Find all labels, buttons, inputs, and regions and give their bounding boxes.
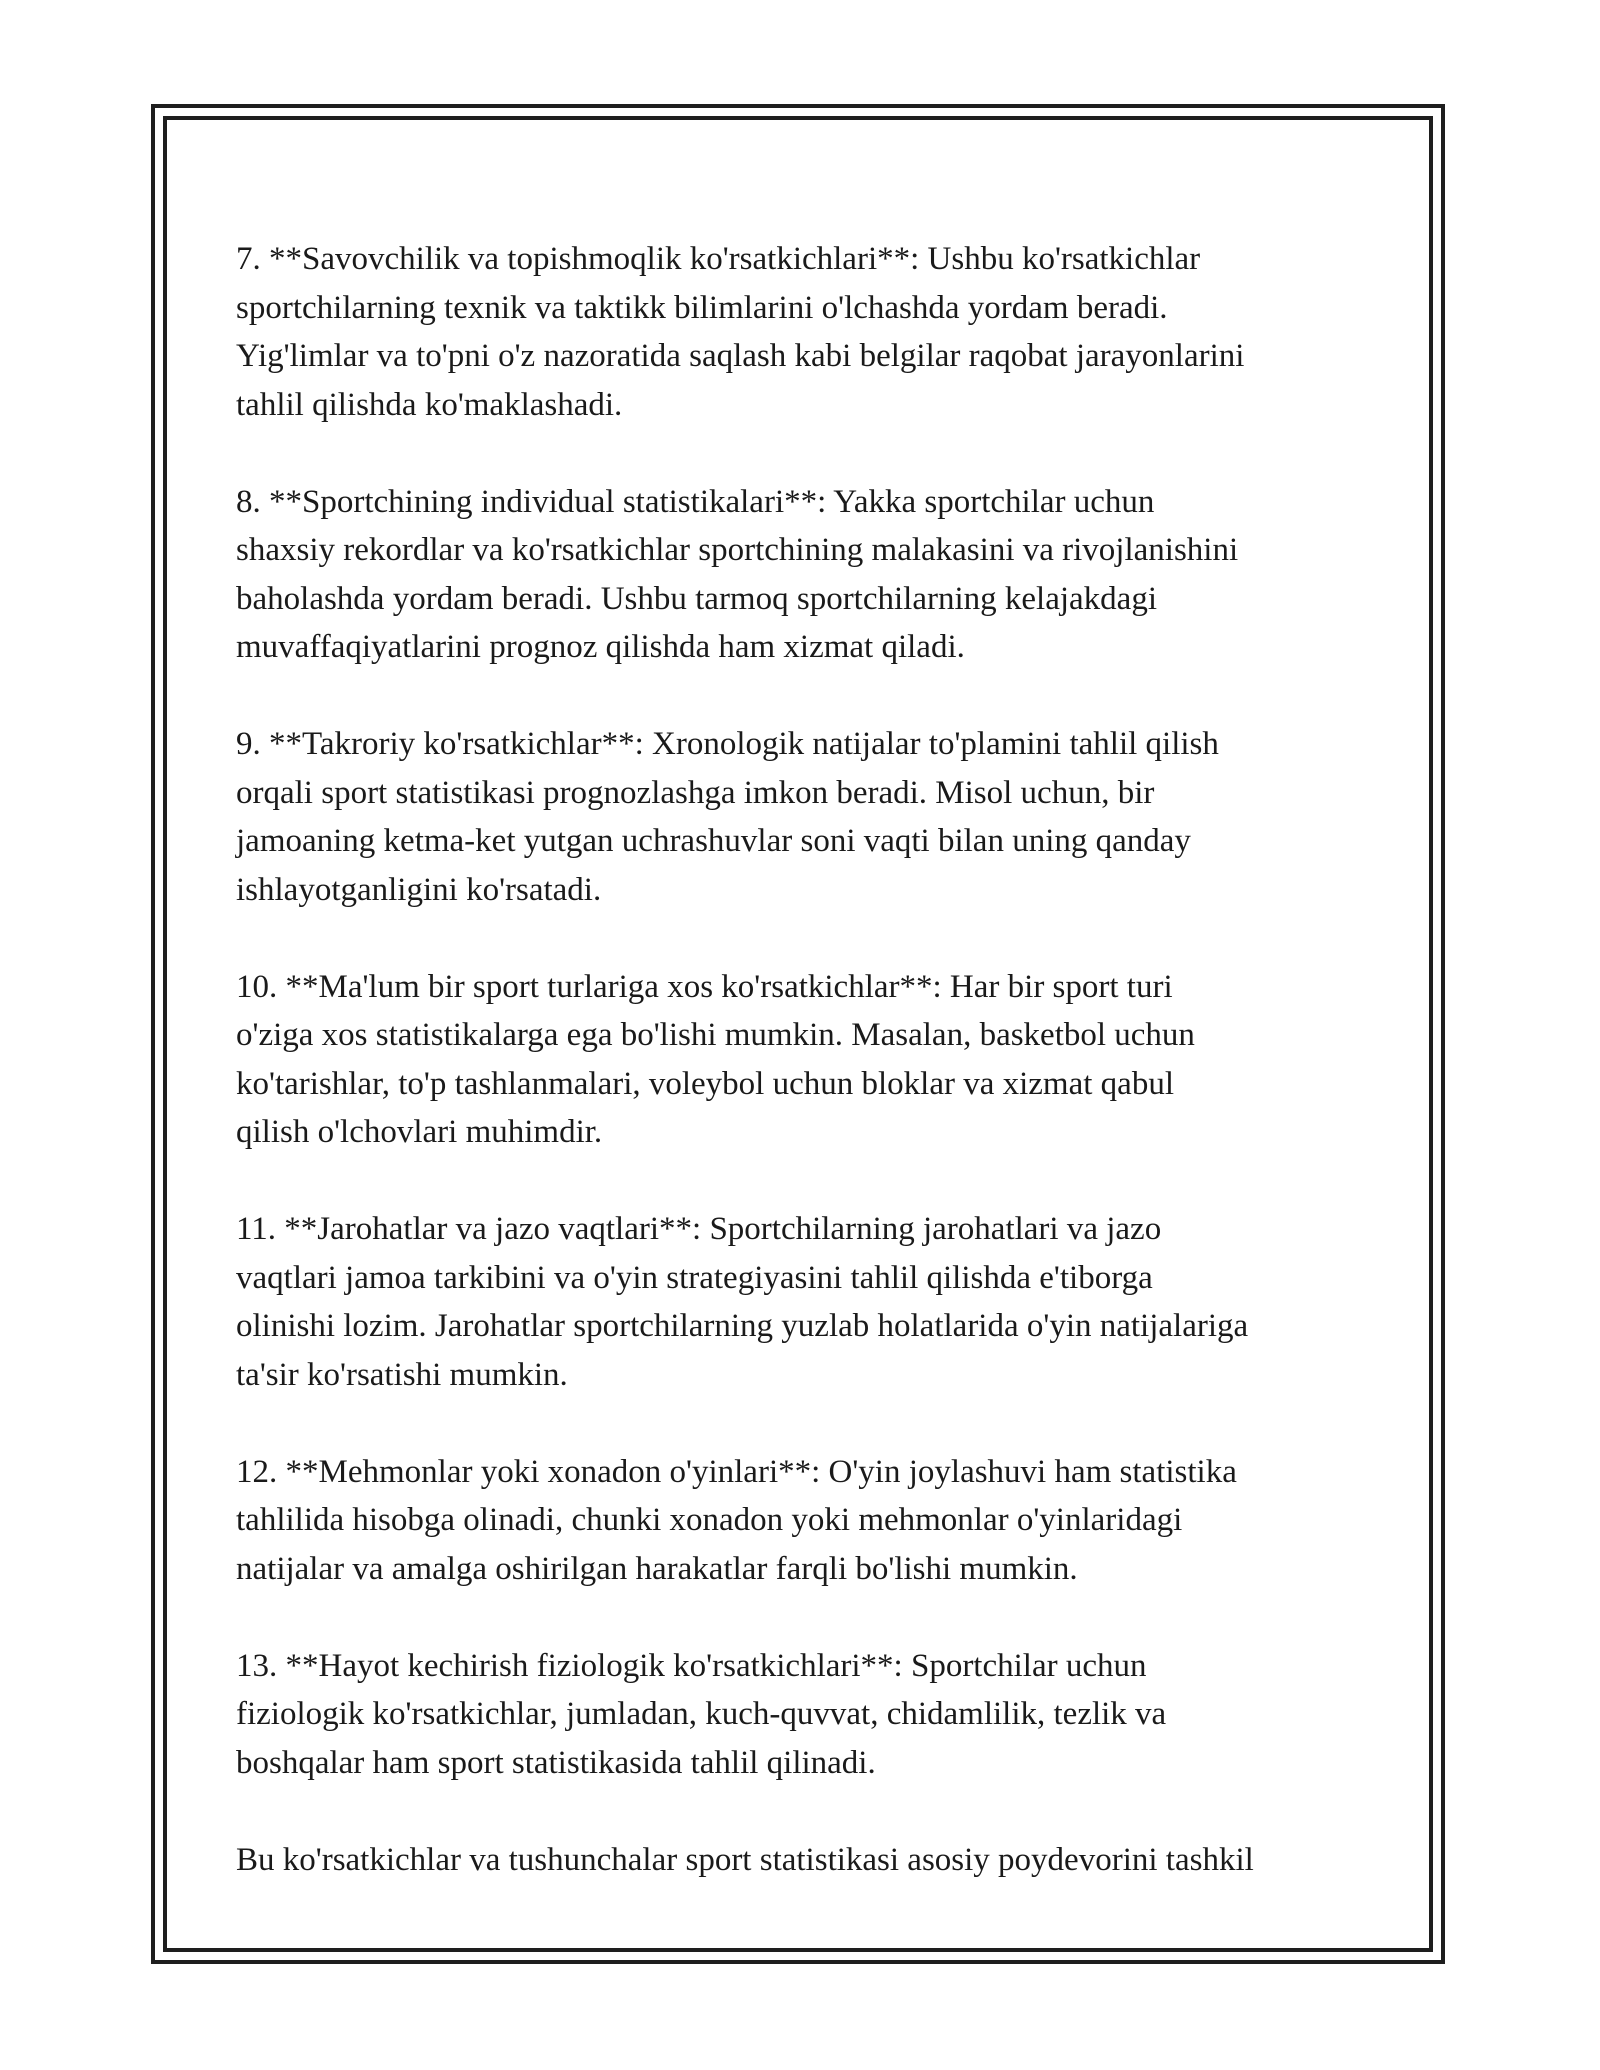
closing-paragraph [236, 1836, 1376, 1885]
text-line: vaqtlari jamoa tarkibini va o'yin strategiyasini tahlil qilishda e'tiborga [236, 1259, 1153, 1296]
text-line: muvaffaqiyatlarini prognoz qilishda ham xizmat qiladi. [236, 629, 965, 665]
list-item-11 [236, 1205, 1376, 1399]
text-line: fiziologik ko'rsatkichlar, jumladan, kuch-quvvat, chidamlilik, tezlik va [236, 1696, 1167, 1732]
text-line: tahlilida hisobga olinadi, chunki xonadon yoki mehmonlar o'yinlaridagi [236, 1502, 1183, 1538]
text-line: 7. **Savovchilik va topishmoqlik ko'rsatkichlari**: Ushbu ko'rsatkichlar [236, 241, 1201, 277]
text-line: o'ziga xos statistikalarga ega bo'lishi mumkin. Masalan, basketbol uchun [236, 1017, 1195, 1053]
text-line: 9. **Takroriy ko'rsatkichlar**: Xronologik natijalar to'plamini tahlil qilish [236, 726, 1219, 762]
text-line: Yig'limlar va to'pni o'z nazoratida saqlash kabi belgilar raqobat jarayonlarini [236, 338, 1245, 374]
text-line: tahlil qilishda ko'maklashadi. [236, 386, 623, 423]
text-line: qilish o'lchovlari muhimdir. [236, 1114, 603, 1150]
document-body [236, 235, 1376, 1933]
text-line: olinishi lozim. Jarohatlar sportchilarning yuzlab holatlarida o'yin natijalariga [236, 1308, 1249, 1344]
text-line: baholashda yordam beradi. Ushbu tarmoq sportchilarning kelajakdagi [236, 580, 1157, 617]
text-line: orqali sport statistikasi prognozlashga imkon beradi. Misol uchun, bir [236, 774, 1155, 811]
list-item-13 [236, 1642, 1376, 1788]
text-line: Bu ko'rsatkichlar va tushunchalar sport statistikasi asosiy poydevorini tashkil [236, 1841, 1254, 1878]
text-line: ishlayotganligini ko'rsatadi. [236, 871, 602, 908]
text-line: boshqalar ham sport statistikasida tahlil qilinadi. [236, 1744, 876, 1781]
text-line: ko'tarishlar, to'p tashlanmalari, voleybol uchun bloklar va xizmat qabul [236, 1065, 1174, 1102]
text-line: ta'sir ko'rsatishi mumkin. [236, 1356, 568, 1393]
text-line: 12. **Mehmonlar yoki xonadon o'yinlari**: O'yin joylashuvi ham statistika [236, 1453, 1237, 1490]
text-line: 8. **Sportchining individual statistikalari**: Yakka sportchilar uchun [236, 483, 1155, 520]
list-item-12 [236, 1448, 1376, 1594]
list-item-8 [236, 478, 1376, 672]
list-item-7 [236, 235, 1376, 429]
list-item-9 [236, 720, 1376, 914]
text-line: jamoaning ketma-ket yutgan uchrashuvlar soni vaqti bilan uning qanday [236, 823, 1191, 859]
text-line: sportchilarning texnik va taktikk bilimlarini o'lchashda yordam beradi. [236, 289, 1168, 326]
list-item-10 [236, 963, 1376, 1157]
text-line: 13. **Hayot kechirish fiziologik ko'rsatkichlari**: Sportchilar uchun [236, 1647, 1147, 1684]
text-line: shaxsiy rekordlar va ko'rsatkichlar sportchining malakasini va rivojlanishini [236, 532, 1239, 568]
text-line: 11. **Jarohatlar va jazo vaqtlari**: Sportchilarning jarohatlari va jazo [236, 1211, 1162, 1247]
text-line: 10. **Ma'lum bir sport turlariga xos ko'rsatkichlar**: Har bir sport turi [236, 968, 1173, 1005]
text-line: natijalar va amalga oshirilgan harakatlar farqli bo'lishi mumkin. [236, 1550, 1078, 1587]
